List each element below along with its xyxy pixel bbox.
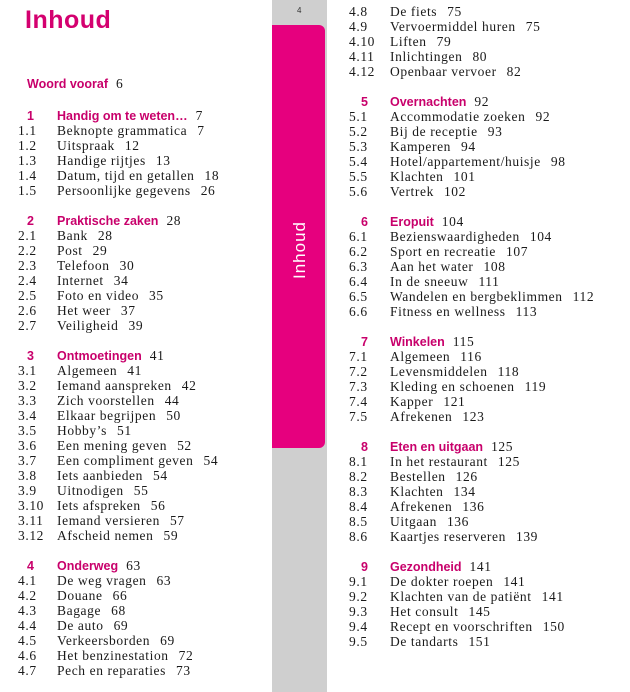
toc-entry-label: Bezienswaardigheden [390,229,520,244]
toc-entry-title [57,153,171,169]
toc-entry-label: Internet [57,273,104,288]
toc-entry-page: 30 [119,258,135,273]
toc-entry-label: De tandarts [390,634,459,649]
toc-entry-number: 1 [27,109,34,123]
toc-entry-title [57,183,215,199]
toc-entry-label: Foto en video [57,288,140,303]
toc-entry-number: 2.7 [18,318,37,333]
toc-entry-title [390,109,550,125]
toc-entry-page: 28 [166,213,182,228]
toc-entry-title [390,619,565,635]
toc-entry-number: 2.2 [18,243,37,258]
toc-entry-number: 5.2 [349,124,368,139]
toc-entry-number: 9.4 [349,619,368,634]
toc-entry-page: 37 [120,303,136,318]
toc-entry-number: 3.5 [18,423,37,438]
toc-entry-label: Veiligheid [57,318,119,333]
toc-entry-number: 1.1 [18,123,37,138]
toc-entry-number: 8.5 [349,514,368,529]
toc-entry-label: Hotel/appartement/huisje [390,154,541,169]
toc-entry-page: 54 [153,468,168,483]
toc-entry-title [390,334,474,350]
toc-entry-number: 6.1 [349,229,368,244]
toc-entry-label: Aan het water [390,259,474,274]
toc-entry-label: Inlichtingen [390,49,463,64]
toc-entry-page: 7 [195,108,203,123]
toc-entry-page: 39 [128,318,144,333]
toc-entry-label: Post [57,243,83,258]
toc-entry-number: 5.5 [349,169,368,184]
toc-entry-title [57,573,171,589]
toc-entry-number: 2.5 [18,288,37,303]
toc-entry-label: Bestellen [390,469,446,484]
toc-entry-page: 72 [178,648,194,663]
toc-entry-page: 41 [149,348,165,363]
toc-entry-page: 73 [176,663,191,678]
toc-entry-title [390,19,540,35]
toc-entry-label: Iemand versieren [57,513,160,528]
toc-entry-number: 4.6 [18,648,37,663]
toc-entry-label: Levensmiddelen [390,364,488,379]
toc-entry-label: Het benzinestation [57,648,169,663]
toc-entry-page: 42 [181,378,197,393]
toc-entry-title [57,408,181,424]
toc-entry-label: Handige rijtjes [57,153,146,168]
toc-entry-title [57,438,192,454]
toc-entry-page: 63 [156,573,172,588]
toc-entry-title [57,378,196,394]
toc-entry-number: 7.5 [349,409,368,424]
toc-entry-number: 6.2 [349,244,368,259]
toc-entry-title [390,604,491,620]
toc-entry-number: 4.3 [18,603,37,618]
toc-entry-title [390,514,469,530]
toc-entry-page: 141 [503,574,526,589]
toc-entry-title [57,528,178,544]
toc-entry-title [27,76,123,92]
toc-entry-page: 125 [491,439,514,454]
toc-entry-label: Overnachten [390,95,467,109]
toc-entry-page: 13 [155,153,171,168]
toc-entry-page: 69 [160,633,175,648]
toc-entry-page: 26 [200,183,216,198]
toc-entry-page: 79 [436,34,452,49]
toc-entry-label: Elkaar begrijpen [57,408,157,423]
toc-entry-title [57,258,134,274]
toc-entry-number: 6 [361,215,368,229]
toc-entry-label: Handig om te weten… [57,109,188,123]
toc-entry-number: 6.4 [349,274,368,289]
toc-entry-number: 9.2 [349,589,368,604]
toc-entry-title [57,288,164,304]
toc-entry-number: 4 [27,559,34,573]
toc-entry-title [57,633,175,649]
toc-entry-label: Iemand aanspreken [57,378,172,393]
toc-entry-label: Kapper [390,394,434,409]
toc-entry-number: 5.3 [349,139,368,154]
toc-entry-page: 101 [453,169,476,184]
toc-entry-number: 3.3 [18,393,37,408]
toc-entry-page: 80 [472,49,488,64]
toc-entry-title [390,124,502,140]
toc-entry-label: Kleding en schoenen [390,379,515,394]
toc-entry-title [57,423,132,439]
toc-entry-label: Datum, tijd en getallen [57,168,195,183]
toc-entry-number: 2.4 [18,273,37,288]
toc-entry-title [390,169,476,185]
toc-entry-number: 3.12 [18,528,45,543]
toc-entry-number: 3.11 [18,513,44,528]
toc-entry-page: 66 [112,588,128,603]
toc-entry-page: 93 [487,124,503,139]
toc-entry-label: Een compliment geven [57,453,194,468]
toc-entry-number: 4.4 [18,618,37,633]
toc-entry-title [57,603,126,619]
toc-entry-page: 92 [535,109,551,124]
toc-entry-number: 8.1 [349,454,368,469]
toc-entry-number: 7 [361,335,368,349]
toc-entry-number: 9.5 [349,634,368,649]
toc-entry-number: 5.4 [349,154,368,169]
toc-entry-page: 118 [497,364,520,379]
toc-entry-label: Praktische zaken [57,214,159,228]
toc-entry-label: Fitness en wellness [390,304,506,319]
toc-entry-page: 34 [113,273,129,288]
toc-entry-number: 2.1 [18,228,37,243]
toc-entry-page: 44 [164,393,180,408]
toc-entry-label: Verkeersborden [57,633,151,648]
toc-entry-number: 2 [27,214,34,228]
toc-entry-number: 4.2 [18,588,37,603]
toc-entry-title [390,64,521,80]
toc-entry-number: 3.2 [18,378,37,393]
toc-entry-label: Een mening geven [57,438,168,453]
toc-entry-title [390,274,500,290]
toc-entry-number: 8.2 [349,469,368,484]
toc-entry-page: 150 [542,619,565,634]
toc-entry-page: 56 [150,498,166,513]
toc-entry-page: 145 [468,604,491,619]
toc-entry-number: 8 [361,440,368,454]
toc-entry-title [390,139,476,155]
toc-entry-number: 6.6 [349,304,368,319]
toc-entry-title [390,4,462,20]
toc-entry-label: De dokter roepen [390,574,494,589]
toc-entry-label: Zich voorstellen [57,393,155,408]
toc-entry-label: Bagage [57,603,102,618]
toc-entry-page: 136 [446,514,469,529]
toc-entry-page: 50 [166,408,181,423]
toc-entry-number: 4.7 [18,663,37,678]
toc-entry-title [390,499,484,515]
toc-entry-page: 134 [453,484,476,499]
toc-entry-label: Openbaar vervoer [390,64,497,79]
toc-entry-label: Iets afspreken [57,498,141,513]
toc-entry-page: 115 [452,334,475,349]
toc-entry-label: Hobby’s [57,423,107,438]
toc-entry-label: Vertrek [390,184,434,199]
toc-entry-number: 8.3 [349,484,368,499]
toc-entry-label: Algemeen [57,363,118,378]
toc-entry-title [57,393,179,409]
toc-entry-label: Sport en recreatie [390,244,496,259]
toc-entry-page: 52 [177,438,192,453]
section-tab-label: Inhoud [290,221,309,279]
toc-entry-label: Accommodatie zoeken [390,109,526,124]
toc-entry-number: 4.10 [349,34,376,49]
toc-entry-title [390,214,464,230]
toc-entry-title [57,468,168,484]
toc-entry-page: 136 [462,499,485,514]
toc-entry-label: Winkelen [390,335,445,349]
toc-entry-label: Klachten [390,484,444,499]
toc-entry-title [57,363,142,379]
toc-entry-label: Gezondheid [390,560,462,574]
toc-entry-page: 54 [203,453,219,468]
toc-entry-number: 1.3 [18,153,37,168]
toc-entry-page: 92 [474,94,490,109]
toc-entry-page: 113 [515,304,538,319]
toc-entry-page: 28 [97,228,113,243]
toc-entry-title [390,349,482,365]
toc-entry-label: Telefoon [57,258,110,273]
toc-entry-page: 108 [483,259,506,274]
toc-entry-title [57,663,191,679]
toc-entry-number: 7.4 [349,394,368,409]
toc-entry-title [390,244,528,260]
toc-entry-label: In de sneeuw [390,274,469,289]
toc-entry-title [390,229,552,245]
toc-entry-number: 1.4 [18,168,37,183]
toc-entry-page: 104 [529,229,552,244]
toc-entry-number: 4.1 [18,573,37,588]
toc-entry-title [390,259,506,275]
toc-entry-title [57,618,128,634]
toc-entry-label: De weg vragen [57,573,147,588]
toc-entry-number: 4.11 [349,49,375,64]
toc-entry-title [390,394,465,410]
toc-entry-page: 63 [126,558,141,573]
toc-entry-page: 75 [525,19,541,34]
toc-entry-page: 75 [447,4,462,19]
toc-entry-page: 98 [550,154,566,169]
toc-entry-title [390,529,538,545]
toc-entry-number: 5 [361,95,368,109]
toc-entry-page: 121 [443,394,466,409]
toc-entry-title [390,469,478,485]
toc-entry-number: 4.12 [349,64,376,79]
toc-entry-title [57,228,113,244]
toc-entry-number: 6.5 [349,289,368,304]
toc-entry-label: Algemeen [390,349,451,364]
toc-entry-page: 139 [515,529,539,544]
toc-entry-title [390,34,451,50]
toc-entry-page: 6 [116,76,124,91]
toc-entry-title [57,498,165,514]
toc-entry-title [390,589,564,605]
toc-entry-page: 102 [443,184,466,199]
toc-entry-page: 107 [506,244,529,259]
toc-entry-title [390,634,491,650]
toc-entry-label: Beknopte grammatica [57,123,188,138]
toc-entry-number: 7.1 [349,349,368,364]
toc-entry-number: 5.1 [349,109,368,124]
toc-entry-title [390,379,546,395]
toc-entry-page: 119 [524,379,547,394]
toc-entry-page: 141 [469,559,492,574]
toc-entry-number: 2.6 [18,303,37,318]
toc-entry-page: 82 [506,64,522,79]
toc-entry-label: Douane [57,588,103,603]
toc-entry-title [57,273,128,289]
toc-entry-title [57,558,141,574]
toc-entry-number: 7.2 [349,364,368,379]
toc-entry-label: Eropuit [390,215,434,229]
toc-entry-page: 7 [197,123,205,138]
toc-entry-number: 8.6 [349,529,368,544]
toc-entry-label: Het weer [57,303,111,318]
toc-entry-page: 68 [111,603,126,618]
toc-entry-page: 55 [133,483,149,498]
toc-entry-label: Liften [390,34,427,49]
toc-entry-label: Onderweg [57,559,119,573]
toc-entry-page: 35 [149,288,164,303]
toc-entry-page: 151 [468,634,491,649]
toc-entry-label: Uitnodigen [57,483,124,498]
toc-entry-label: Recept en voorschriften [390,619,533,634]
toc-entry-title [57,453,218,469]
toc-entry-number: 3 [27,349,34,363]
toc-entry-label: In het restaurant [390,454,488,469]
toc-entry-label: Klachten [390,169,444,184]
toc-entry-page: 12 [124,138,140,153]
page-title: Inhoud [25,6,112,34]
toc-entry-number: 3.6 [18,438,37,453]
toc-entry-title [390,49,487,65]
toc-entry-label: Vervoermiddel huren [390,19,516,34]
toc-entry-label: Het consult [390,604,459,619]
toc-entry-page: 57 [169,513,185,528]
toc-entry-number: 8.4 [349,499,368,514]
toc-entry-number: 6.3 [349,259,368,274]
toc-entry-label: Wandelen en bergbeklimmen [390,289,563,304]
toc-entry-title [57,243,107,259]
toc-entry-number: 3.8 [18,468,37,483]
toc-entry-number: 9.3 [349,604,368,619]
toc-entry-label: Kamperen [390,139,452,154]
toc-entry-label: Uitgaan [390,514,437,529]
toc-entry-number: 3.7 [18,453,37,468]
toc-entry-title [57,318,143,334]
toc-entry-title [390,304,537,320]
toc-entry-page: 141 [541,589,564,604]
toc-entry-title [390,94,489,110]
toc-entry-title [390,574,525,590]
toc-entry-label: Ontmoetingen [57,349,142,363]
toc-entry-label: Afrekenen [390,499,453,514]
toc-entry-page: 126 [455,469,478,484]
toc-entry-page: 41 [127,363,142,378]
toc-entry-label: Klachten van de patiënt [390,589,532,604]
toc-entry-page: 69 [113,618,129,633]
page-number: 4 [297,6,302,15]
toc-entry-title [57,213,181,229]
toc-entry-label: Eten en uitgaan [390,440,484,454]
toc-entry-label: Pech en reparaties [57,663,166,678]
toc-entry-title [57,123,205,139]
toc-entry-number: 1.2 [18,138,37,153]
toc-entry-title [390,154,566,170]
toc-entry-number: 3.10 [18,498,45,513]
toc-entry-title [57,513,185,529]
toc-entry-title [57,648,193,664]
toc-entry-title [390,409,484,425]
toc-entry-page: 29 [92,243,108,258]
toc-entry-label: Bank [57,228,88,243]
toc-entry-page: 125 [497,454,520,469]
toc-entry-page: 18 [204,168,220,183]
toc-entry-number: 1.5 [18,183,37,198]
toc-entry-label: Afscheid nemen [57,528,154,543]
toc-entry-number: 9.1 [349,574,368,589]
toc-entry-title [57,168,219,184]
toc-entry-title [57,303,136,319]
toc-entry-title [390,454,520,470]
toc-entry-title [57,588,127,604]
toc-entry-label: Bij de receptie [390,124,478,139]
toc-entry-number: 3.1 [18,363,37,378]
toc-entry-label: Afrekenen [390,409,453,424]
toc-entry-number: 3.9 [18,483,37,498]
toc-entry-page: 112 [572,289,595,304]
toc-entry-label: Persoonlijke gegevens [57,183,191,198]
toc-entry-title [390,364,519,380]
toc-entry-number: 9 [361,560,368,574]
toc-entry-label: Uitspraak [57,138,115,153]
toc-entry-page: 104 [441,214,464,229]
toc-entry-label: Iets aanbieden [57,468,143,483]
toc-entry-title [390,559,492,575]
toc-entry-page: 123 [462,409,485,424]
toc-entry-page: 94 [461,139,476,154]
toc-entry-label: Woord vooraf [27,77,109,91]
toc-entry-label: De fiets [390,4,438,19]
toc-entry-title [390,484,476,500]
toc-entry-page: 116 [460,349,482,364]
toc-entry-number: 4.5 [18,633,37,648]
toc-entry-title [390,184,466,200]
toc-entry-title [57,348,164,364]
toc-entry-label: Kaartjes reserveren [390,529,506,544]
toc-entry-number: 4.8 [349,4,368,19]
toc-entry-title [57,138,140,154]
toc-entry-page: 51 [116,423,132,438]
toc-entry-title [57,483,148,499]
toc-entry-title [390,439,513,455]
toc-entry-number: 5.6 [349,184,368,199]
toc-entry-page: 111 [478,274,500,289]
toc-entry-number: 4.9 [349,19,368,34]
toc-entry-number: 2.3 [18,258,37,273]
toc-entry-title [390,289,594,305]
toc-entry-number: 7.3 [349,379,368,394]
toc-entry-number: 3.4 [18,408,37,423]
toc-entry-page: 59 [163,528,179,543]
toc-entry-title [57,108,203,124]
toc-entry-label: De auto [57,618,104,633]
